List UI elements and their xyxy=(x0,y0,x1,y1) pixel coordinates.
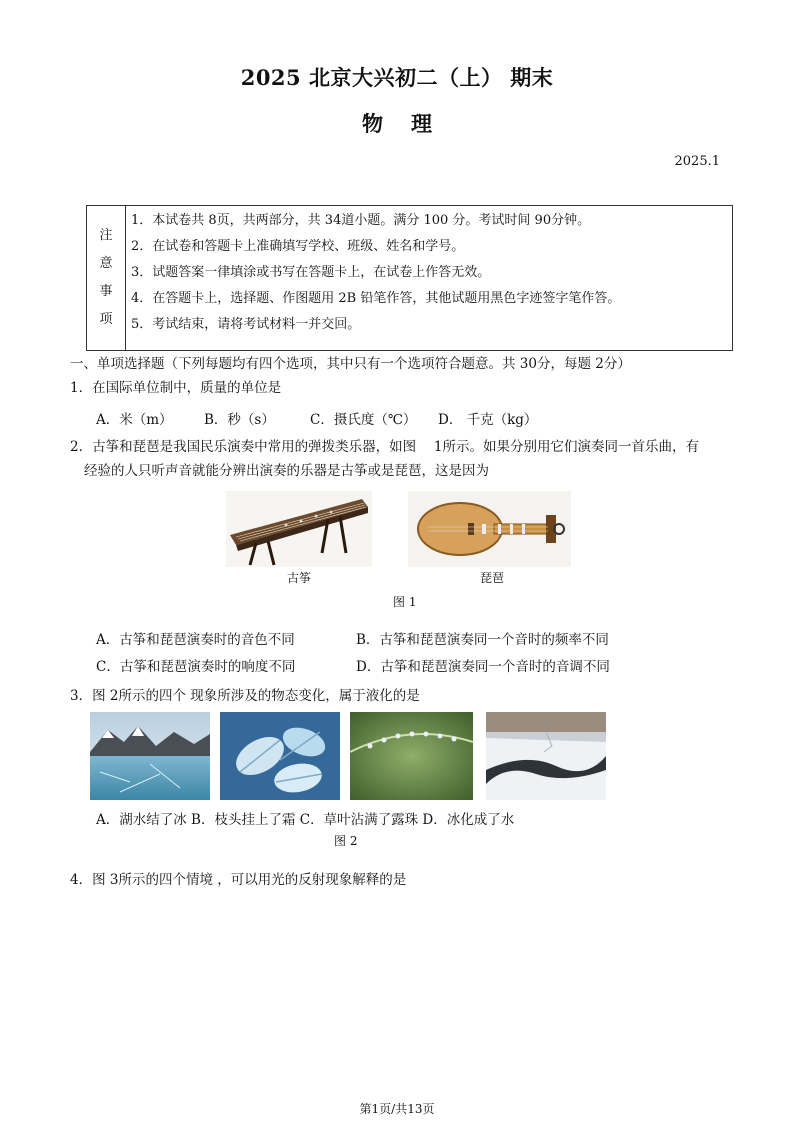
notice-label-char: 项 xyxy=(99,312,113,327)
q1-option-c: C．摄氏度（℃） xyxy=(310,412,417,428)
q1-option-a: A．米（m） xyxy=(96,412,173,428)
notice-label xyxy=(87,206,126,350)
section-heading: 一、单项选择题（下列每题均有四个选项，其中只有一个选项符合题意。共 30分，每题 2分） xyxy=(70,356,631,372)
q2-stem-line2: 经验的人只听声音就能分辨出演奏的乐器是古筝或是琵琶，这是因为 xyxy=(84,463,489,479)
q2-option-a: A．古筝和琵琶演奏时的音色不同 xyxy=(96,632,295,648)
guzheng-label: 古筝 xyxy=(287,571,312,585)
notice-item: 1．本试卷共 8页，共两部分，共 34道小题。满分 100 分。考试时间 90分钟。 xyxy=(131,213,591,228)
notice-label-char: 注 xyxy=(99,228,113,243)
frozen-lake-photo xyxy=(90,712,210,800)
melting-ice-photo xyxy=(486,712,606,800)
notice-item: 5．考试结束，请将考试材料一并交回。 xyxy=(131,317,361,332)
notice-label-char: 事 xyxy=(99,284,113,299)
exam-title: 2025 北京大兴初二（上） 期末 xyxy=(240,65,554,90)
q2-option-c: C．古筝和琵琶演奏时的响度不同 xyxy=(96,659,296,675)
notice-item: 2．在试卷和答题卡上准确填写学校、班级、姓名和学号。 xyxy=(131,239,465,254)
pipa-label: 琵琶 xyxy=(480,571,505,585)
notice-item: 4．在答题卡上，选择题、作图题用 2B 铅笔作答，其他试题用黑色字迹签字笔作答。 xyxy=(131,291,621,306)
notice-box xyxy=(86,205,733,351)
pipa-image xyxy=(408,491,571,567)
page-number: 第1页/共13页 xyxy=(359,1102,435,1116)
frost-leaves-photo xyxy=(220,712,340,800)
q1-option-b: B．秒（s） xyxy=(204,412,275,428)
figure-1-caption: 图 1 xyxy=(393,595,417,609)
q4-stem: 4．图 3所示的四个情境 ，可以用光的反射现象解释的是 xyxy=(70,872,407,888)
q3-stem: 3．图 2所示的四个 现象所涉及的物态变化，属于液化的是 xyxy=(70,688,420,704)
q2-option-b: B．古筝和琵琶演奏同一个音时的频率不同 xyxy=(356,632,609,648)
q1-stem: 1．在国际单位制中，质量的单位是 xyxy=(70,380,282,396)
q2-stem-line1: 2．古筝和琵琶是我国民乐演奏中常用的弹拨类乐器，如图 1所示。如果分别用它们演奏同一首乐曲，有 xyxy=(70,439,699,455)
q2-option-d: D．古筝和琵琶演奏同一个音时的音调不同 xyxy=(356,659,610,675)
dew-grass-photo xyxy=(350,712,473,800)
q1-option-d: D． 千克（kg） xyxy=(438,412,538,428)
subject-title: 物理 xyxy=(362,111,460,136)
notice-label-char: 意 xyxy=(99,256,113,271)
guzheng-image xyxy=(226,491,372,567)
notice-item: 3．试题答案一律填涂或书写在答题卡上，在试卷上作答无效。 xyxy=(131,265,491,280)
notice-items xyxy=(131,208,726,338)
figure-2-caption: 图 2 xyxy=(334,834,358,848)
exam-date: 2025.1 xyxy=(674,154,720,169)
q3-options: A．湖水结了冰 B．枝头挂上了霜 C．草叶沾满了露珠 D．冰化成了水 xyxy=(96,812,515,828)
